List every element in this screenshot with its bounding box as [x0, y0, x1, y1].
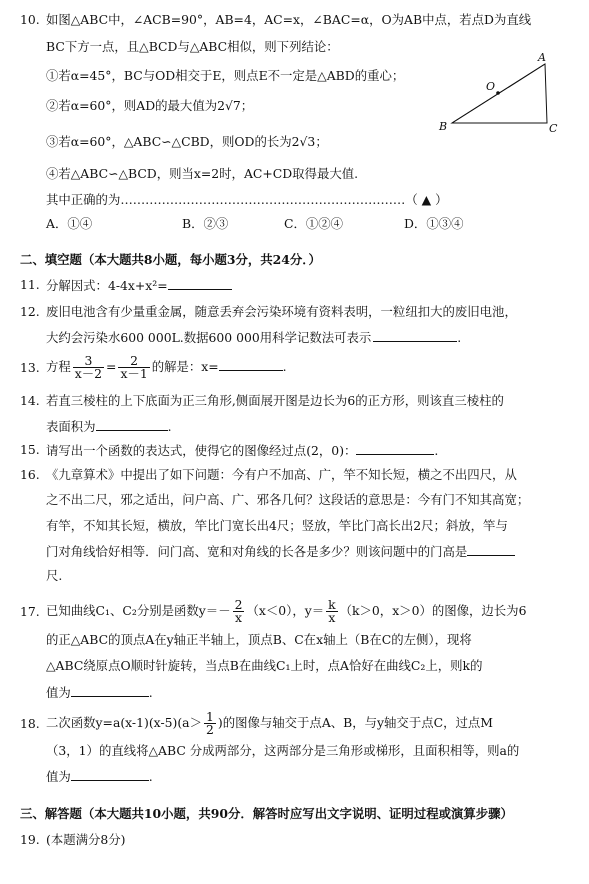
q12-line2: 大约会污染水600 000L.数据600 000用科学记数法可表示 .	[46, 330, 462, 345]
q16-line4	[46, 543, 515, 560]
q14-number: 14.	[20, 393, 40, 408]
q17-line3: △ABC绕原点O顺时针旋转，当点B在曲线C₁上时，点A恰好在曲线C₂上，则k的	[46, 658, 483, 673]
q17-line1	[46, 596, 526, 626]
q12-line1: 废旧电池含有少量重金属，随意丢弃会污染环境有资料表明，一粒纽扣大的废旧电池，	[46, 304, 517, 319]
q15-text: 请写出一个函数的表达式，使得它的图像经过点(2，0)：	[46, 443, 357, 458]
q16-line3: 有竿，不知其长短，横放，竿比门宽长出4尺；竖放，竿比门高长出2尺；斜放，竿与	[46, 518, 508, 533]
q17-fraction-2: $\frac{k}{x}$	[328, 597, 336, 625]
q13-pre: 方程	[46, 359, 71, 374]
q16-line2: 之不出二尺，邪之适出，问户高、广、邪各几何？这段话的意思是：今有门不知其高宽；	[46, 492, 530, 507]
q18-text-b: )的图像与轴交于点A、B，与y轴交于点C，过点M	[217, 715, 493, 730]
q13-answer-blank[interactable]	[219, 358, 283, 371]
q15-number: 15.	[20, 442, 40, 457]
q19-number: 19.	[20, 832, 40, 847]
q14-line1: 若直三棱柱的上下底面为正三角形,侧面展开图是边长为6的正方形，则该直三棱柱的	[46, 393, 504, 408]
label-O: O	[486, 80, 496, 93]
q18-fraction: $\frac{1}{2}$	[205, 709, 214, 737]
q10-triangle-figure	[430, 48, 560, 136]
q17-text-a: 已知曲线C₁、C₂分别是函数y＝－	[46, 603, 231, 618]
q17-line4: 值为 .	[46, 685, 153, 700]
q17-fraction-1: $\frac{2}{x}$	[234, 597, 243, 625]
q13-number: 13.	[20, 360, 40, 375]
q10-option-c: C．①②④	[284, 216, 344, 231]
label-C: C	[549, 122, 558, 135]
q15-answer-blank[interactable]	[356, 442, 434, 455]
q14-text2: 表面积为	[46, 419, 96, 434]
q13-fraction-right: $\frac{2}{x-1}$	[120, 353, 148, 381]
q10-statement2: ②若α=60°，则AD的最大值为2√7；	[46, 98, 254, 113]
q10-statement3: ③若α=60°，△ABC∽△CBD，则OD的长为2√3；	[46, 134, 328, 149]
q16-line1: 《九章算术》中提出了如下问题：今有户不加高、广，竿不知长短，横之不出四尺，从	[46, 467, 517, 482]
q16-line5: 尺.	[46, 568, 63, 583]
q17-text-c: （k＞0，x＞0）的图像，边长为6	[339, 603, 527, 618]
q18-answer-blank[interactable]	[71, 768, 149, 781]
q18-text3: 值为	[46, 769, 71, 784]
q15-line: 请写出一个函数的表达式，使得它的图像经过点(2，0)： .	[46, 443, 439, 458]
q16-answer-blank[interactable]	[467, 543, 515, 556]
q10-prompt: 其中正确的为……………………………………………………………（ ▲ ）	[46, 192, 448, 207]
q12-answer-blank[interactable]	[373, 329, 457, 342]
q10-line1: 如图△ABC中，∠ACB=90°，AB=4，AC=x，∠BAC=α，O为AB中点，若点D为直线	[46, 12, 532, 27]
q18-number: 18.	[20, 716, 40, 731]
q18-line3: 值为 .	[46, 769, 153, 784]
q17-text-b: （x＜0），y＝	[246, 603, 325, 618]
q13-equals: =	[106, 359, 117, 374]
label-B: B	[439, 120, 448, 133]
q11-answer-blank[interactable]	[168, 277, 232, 290]
q17-answer-blank[interactable]	[71, 684, 149, 697]
q11-line	[46, 277, 232, 294]
q18-line2: （3，1）的直线将△ABC 分成两部分，这两部分是三角形或梯形，且面积相等，则a的	[46, 743, 520, 758]
q13-post: 的解是：x=	[151, 359, 219, 374]
q16-number: 16.	[20, 467, 40, 482]
q10-option-d: D．①③④	[404, 216, 464, 231]
q10-option-a: A．①④	[46, 216, 93, 231]
label-A: A	[538, 51, 546, 64]
q11-text: 分解因式：4-4x+x²=	[46, 278, 168, 293]
q10-option-b: B．②③	[182, 216, 229, 231]
q14-answer-blank[interactable]	[96, 418, 168, 431]
q11-number: 11.	[20, 277, 40, 292]
q17-text4: 值为	[46, 685, 71, 700]
q10-statement1: ①若α=45°，BC与OD相交于E，则点E不一定是△ABD的重心；	[46, 68, 405, 83]
q10-statement4: ④若△ABC∽△BCD，则当x=2时，AC+CD取得最大值.	[46, 166, 359, 181]
q17-number: 17.	[20, 604, 40, 619]
q17-line2: 的正△ABC的顶点A在y轴正半轴上，顶点B、C在x轴上（B在C的左侧），现将	[46, 632, 472, 647]
q10-number: 10.	[20, 12, 40, 27]
q12-number: 12.	[20, 304, 40, 319]
q18-text-a: 二次函数y=a(x-1)(x-5)(a＞	[46, 715, 202, 730]
section3-heading: 三、解答题（本大题共10小题，共90分．解答时应写出文字说明、证明过程或演算步骤）	[20, 806, 513, 821]
section2-heading: 二、填空题（本大题共8小题，每小题3分，共24分．）	[20, 252, 321, 267]
q10-line2: BC下方一点，且△BCD与△ABC相似，则下列结论：	[46, 39, 339, 54]
q16-text4: 门对角线恰好相等．问门高、宽和对角线的长各是多少？则该问题中的门高是	[46, 544, 468, 559]
q18-line1	[46, 708, 493, 738]
q12-text2: 大约会污染水600 000L.数据600 000用科学记数法可表示	[46, 330, 372, 345]
q19-text: (本题满分8分)	[46, 832, 126, 847]
q13-fraction-left: $\frac{3}{x-2}$	[74, 353, 103, 381]
q14-line2: 表面积为 .	[46, 419, 172, 434]
q13-line: 方程 $\frac{3}{x-2}$ = $\frac{2}{x-1}$ 的解是：x= .	[46, 353, 287, 381]
